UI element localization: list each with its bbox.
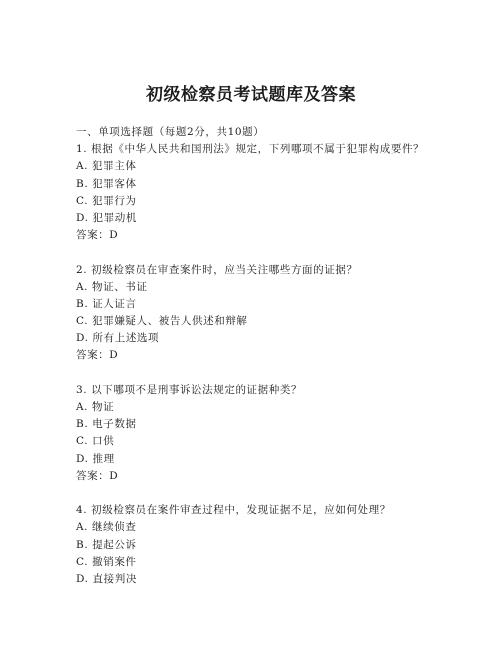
question-option: B. 犯罪客体 xyxy=(76,177,137,190)
question-stem: 1. 根据《中华人民共和国刑法》规定，下列哪项不属于犯罪构成要件？ xyxy=(76,143,425,156)
question-option: C. 口供 xyxy=(76,435,115,448)
question-option: A. 物证 xyxy=(76,401,115,413)
question-option: C. 犯罪行为 xyxy=(76,194,137,207)
document-body xyxy=(76,124,476,588)
document-title: 初级检察员考试题库及答案 xyxy=(146,85,356,105)
question-answer: 答案：D xyxy=(76,229,119,242)
question-option: D. 直接判决 xyxy=(76,572,137,585)
question-option: B. 证人证言 xyxy=(76,297,137,310)
question-stem: 2. 初级检察员在审查案件时，应当关注哪些方面的证据？ xyxy=(76,263,358,276)
question-option: D. 犯罪动机 xyxy=(76,211,137,224)
question-answer: 答案：D xyxy=(76,469,119,482)
question-option: C. 撤销案件 xyxy=(76,555,137,568)
question-stem: 3. 以下哪项不是刑事诉讼法规定的证据种类？ xyxy=(76,383,303,396)
paragraph-gap xyxy=(76,485,476,502)
question-option: C. 犯罪嫌疑人、被告人供述和辩解 xyxy=(76,315,248,328)
question-option: B. 提起公诉 xyxy=(76,538,137,551)
question-stem: 4. 初级检察员在案件审查过程中，发现证据不足，应如何处理？ xyxy=(76,504,391,517)
question-option: D. 所有上述选项 xyxy=(76,332,160,345)
paragraph-gap xyxy=(76,244,476,261)
question-option: A. 物证、书证 xyxy=(76,280,148,293)
question-option: B. 电子数据 xyxy=(76,418,137,431)
paragraph-gap xyxy=(76,365,476,382)
question-answer: 答案：D xyxy=(76,349,119,362)
question-option: D. 推理 xyxy=(76,452,115,465)
question-option: A. 犯罪主体 xyxy=(76,160,137,173)
question-option: A. 继续侦查 xyxy=(76,521,137,534)
section-heading: 一、单项选择题（每题2分，共10题） xyxy=(76,126,265,138)
